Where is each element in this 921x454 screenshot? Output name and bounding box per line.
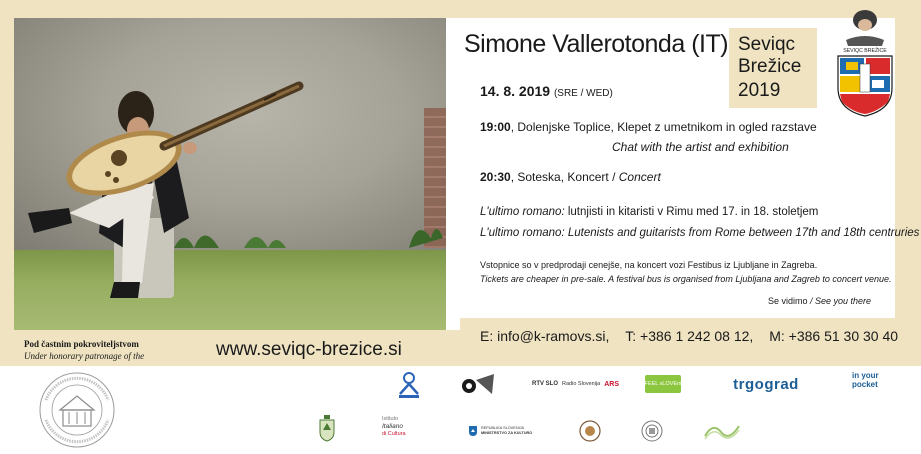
round-seal-gray-icon — [641, 420, 663, 442]
farewell — [768, 296, 871, 306]
academy-seal-logo — [36, 370, 118, 450]
rtv-radio-ars-logo — [532, 376, 620, 392]
program-title-sl-italic: L'ultimo romano: — [480, 206, 565, 218]
ministry-line1: REPUBLIKA SLOVENIJA — [481, 426, 525, 430]
website-link[interactable]: www.seviqc-brezice.si — [216, 339, 402, 360]
radio-label: Radio Slovenija — [562, 381, 601, 387]
contact-phone[interactable]: T: +386 1 242 08 12, — [625, 328, 754, 344]
event1-english: Chat with the artist and exhibition — [612, 140, 789, 154]
trgograd-label: trgograd — [733, 375, 799, 393]
event2-english: Concert — [618, 170, 661, 184]
patronage-sl: Pod častnim pokroviteljstvom — [24, 339, 139, 349]
festival-crest-logo — [832, 6, 898, 118]
festival-title-line3: 2019 — [738, 80, 781, 101]
istituto-line1: Istituto — [382, 416, 399, 422]
program-title-en: L'ultimo romano: Lutenists and guitarists from Rome between 17th and 18th centruries — [480, 227, 920, 239]
round-seal-brown-icon — [579, 420, 601, 442]
festival-title-line2: Brežice — [738, 56, 802, 77]
feel-slovenia-label: I FEEL sLOVEnia — [641, 381, 685, 387]
green-wave-logo-icon — [703, 420, 741, 442]
event1-line — [480, 120, 817, 134]
trgograd-logo — [718, 375, 814, 393]
inyourpocket-line2: pocket — [852, 380, 878, 389]
inyourpocket-line1: in your — [852, 371, 879, 380]
feel-slovenia-logo — [641, 375, 685, 393]
istituto-italiano-logo — [382, 416, 430, 442]
figure-logo-icon — [396, 370, 422, 400]
event-date — [480, 83, 613, 99]
performer-photo — [14, 18, 446, 330]
istituto-line2: Italiano — [382, 423, 403, 430]
event-date-main: 14. 8. 2019 — [480, 83, 551, 99]
ministry-line2: MINISTRSTVO ZA KULTURO — [481, 431, 533, 435]
program-title-sl-rest: lutnjisti in kitaristi v Rimu med 17. in 18. stoletjem — [564, 206, 819, 218]
tickets-sl: Vstopnice so v predprodaji cenejše, na koncert vozi Festibus iz Ljubljane in Zagreba. — [480, 260, 818, 270]
festival-title-line1: Seviqc — [738, 34, 796, 55]
performer-name-text: Simone Vallerotonda — [464, 30, 685, 58]
event2-text: , Soteska, Koncert / — [510, 170, 619, 184]
performer-name — [464, 30, 728, 59]
top-beige-band — [0, 0, 921, 18]
music-fan-logo-icon — [460, 372, 496, 400]
event2-time: 20:30 — [480, 170, 511, 184]
contact-email[interactable]: E: info@k-ramovs.si, — [480, 328, 610, 344]
performer-country: (IT) — [691, 30, 729, 58]
ministry-culture-logo — [468, 424, 548, 438]
farewell-en: / See you there — [807, 296, 872, 306]
event1-time: 19:00 — [480, 120, 511, 134]
ars-label: ARS — [604, 380, 620, 388]
tickets-en: Tickets are cheaper in pre-sale. A festival bus is organised from Ljubljana and Zagreb to concert venue. — [480, 274, 892, 284]
event-date-weekday: (SRE / WED) — [553, 88, 613, 99]
patronage-en: Under honorary patronage of the — [24, 351, 145, 361]
program-title-sl — [480, 206, 818, 218]
inyourpocket-logo — [852, 371, 896, 399]
rtv-label: RTV SLO — [532, 381, 559, 387]
crest-label: SEVIQC BREŽICE — [843, 48, 887, 54]
left-beige-band — [0, 18, 14, 330]
farewell-sl: Se vidimo — [768, 296, 808, 306]
right-beige-band — [895, 18, 921, 318]
istituto-line3: di Cultura — [382, 431, 406, 437]
event2-line — [480, 170, 661, 184]
contact-mobile[interactable]: M: +386 51 30 30 40 — [769, 328, 899, 344]
event1-text: , Dolenjske Toplice, Klepet z umetnikom in ogled razstave — [510, 120, 817, 134]
municipal-crest-icon — [318, 414, 336, 442]
slovenia-coat-of-arms-icon — [468, 425, 478, 437]
lute-player-illustration — [14, 18, 446, 330]
contact-line — [480, 328, 898, 344]
